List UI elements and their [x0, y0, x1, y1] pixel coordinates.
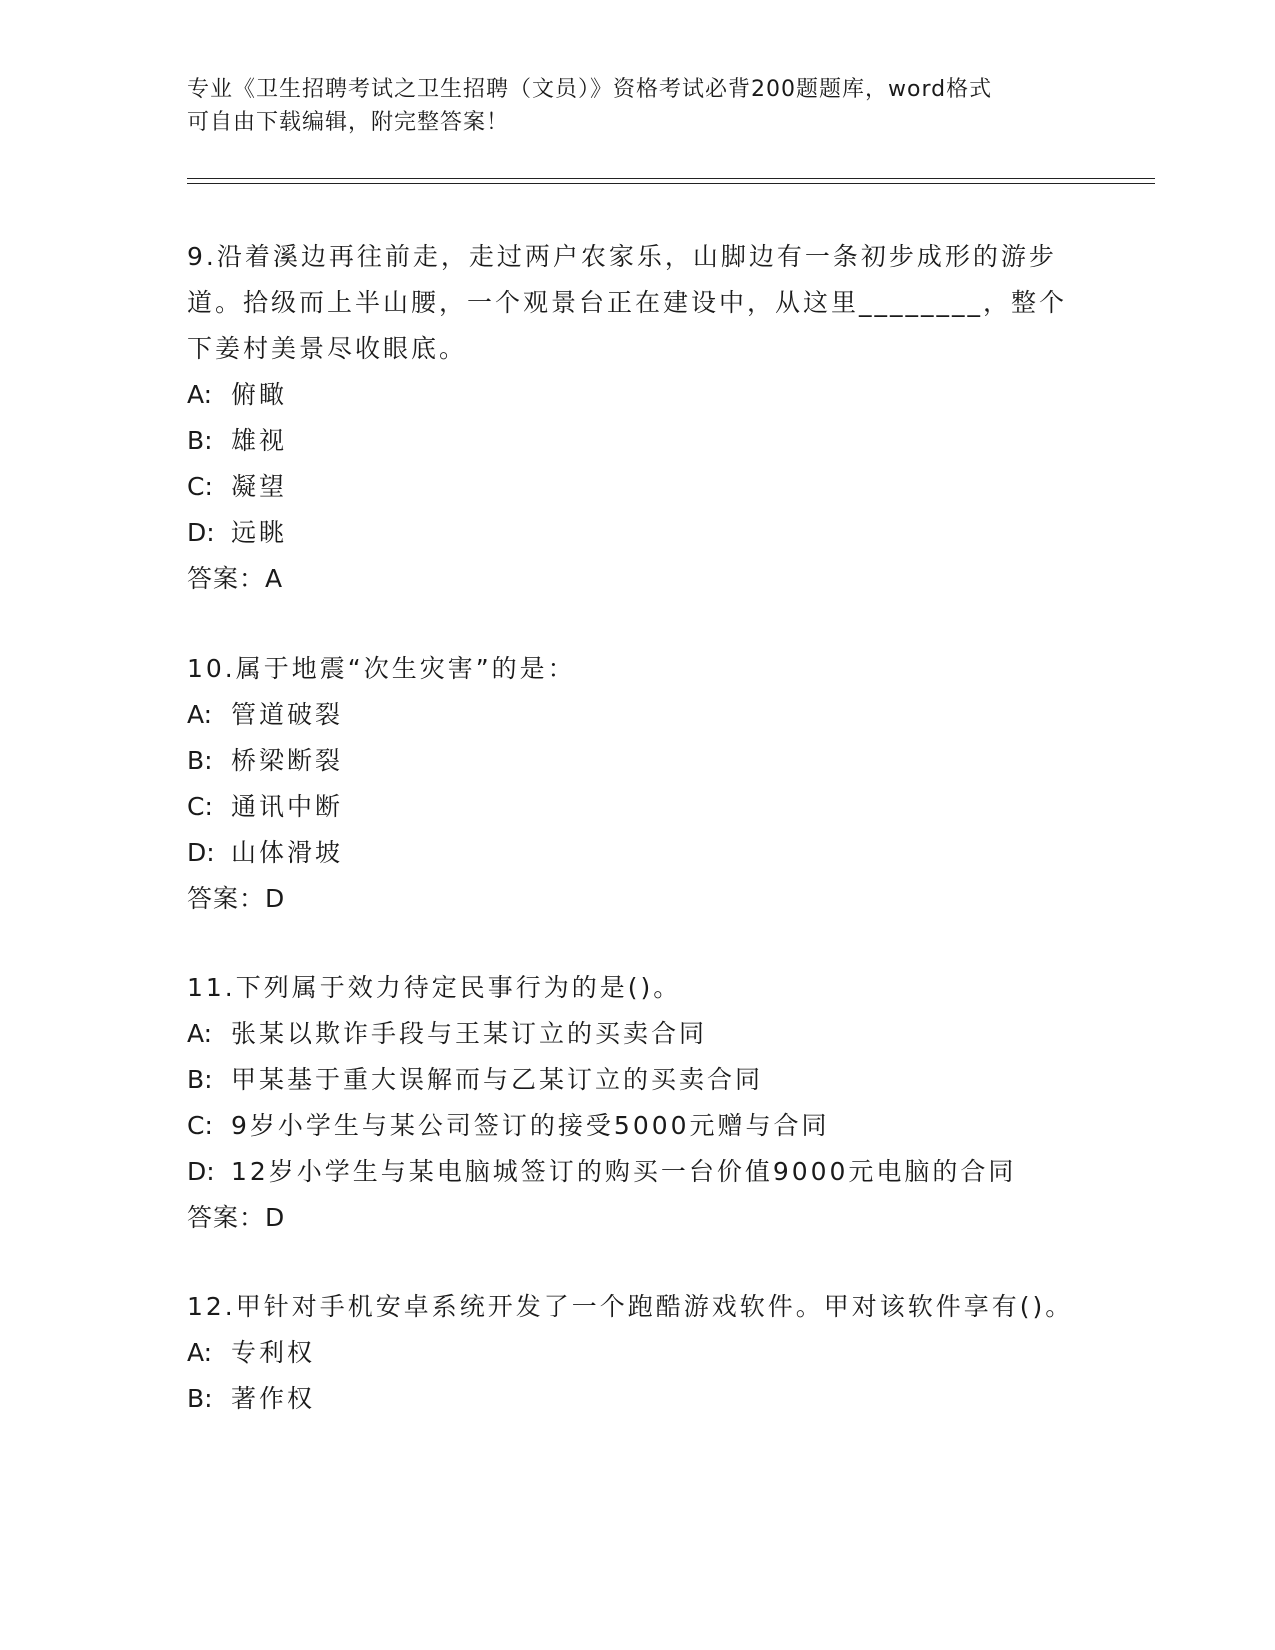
document-header [187, 73, 1087, 139]
option-label: D: [187, 1157, 215, 1186]
option-a [187, 372, 1087, 418]
option-text: 管道破裂 [231, 700, 344, 729]
option-text: 专利权 [231, 1338, 316, 1367]
question-9 [187, 234, 1087, 602]
option-text: 远眺 [231, 518, 288, 547]
option-label: C: [187, 792, 213, 821]
question-stem: 9.沿着溪边再往前走，走过两户农家乐，山脚边有一条初步成形的游步道。拾级而上半山腰，一个观景台正在建设中，从这里________，整个下姜村美景尽收眼底。 [187, 242, 1068, 363]
option-b [187, 738, 1087, 784]
option-b [187, 1376, 1087, 1422]
option-text: 山体滑坡 [231, 838, 344, 867]
header-line-1: 专业《卫生招聘考试之卫生招聘（文员）》资格考试必背200题题库，word格式 [187, 77, 993, 102]
option-c [187, 464, 1087, 510]
option-d [187, 1149, 1087, 1195]
option-label: B: [187, 1065, 213, 1094]
option-text: 雄视 [231, 426, 288, 455]
option-label: B: [187, 426, 213, 455]
option-label: B: [187, 746, 213, 775]
header-rule-top [187, 178, 1155, 179]
option-text: 张某以欺诈手段与王某订立的买卖合同 [231, 1019, 708, 1048]
question-stem: 12.甲针对手机安卓系统开发了一个跑酷游戏软件。甲对该软件享有()。 [187, 1292, 1074, 1321]
option-a [187, 692, 1087, 738]
option-d [187, 830, 1087, 876]
header-line-2: 可自由下载编辑，附完整答案！ [187, 110, 510, 135]
option-a [187, 1011, 1087, 1057]
option-text: 9岁小学生与某公司签订的接受5000元赠与合同 [231, 1111, 830, 1140]
option-label: D: [187, 838, 215, 867]
option-b [187, 1057, 1087, 1103]
option-label: D: [187, 518, 215, 547]
question-12 [187, 1284, 1087, 1422]
option-label: A: [187, 380, 213, 409]
option-label: A: [187, 700, 213, 729]
option-c [187, 784, 1087, 830]
option-text: 凝望 [231, 472, 288, 501]
option-a [187, 1330, 1087, 1376]
answer-line: 答案：D [187, 1203, 286, 1232]
question-10 [187, 646, 1087, 922]
question-stem: 10.属于地震“次生灾害”的是： [187, 654, 576, 683]
option-text: 著作权 [231, 1384, 316, 1413]
option-text: 12岁小学生与某电脑城签订的购买一台价值9000元电脑的合同 [231, 1157, 1017, 1186]
question-stem: 11.下列属于效力待定民事行为的是()。 [187, 973, 682, 1002]
option-text: 俯瞰 [231, 380, 288, 409]
option-c [187, 1103, 1087, 1149]
question-11 [187, 965, 1087, 1241]
option-b [187, 418, 1087, 464]
option-label: C: [187, 1111, 213, 1140]
option-text: 桥梁断裂 [231, 746, 344, 775]
option-label: A: [187, 1019, 213, 1048]
option-text: 通讯中断 [231, 792, 344, 821]
answer-line: 答案：A [187, 564, 284, 593]
option-text: 甲某基于重大误解而与乙某订立的买卖合同 [231, 1065, 764, 1094]
header-rule-bottom [187, 183, 1155, 184]
option-d [187, 510, 1087, 556]
option-label: C: [187, 472, 213, 501]
answer-line: 答案：D [187, 884, 286, 913]
option-label: A: [187, 1338, 213, 1367]
option-label: B: [187, 1384, 213, 1413]
